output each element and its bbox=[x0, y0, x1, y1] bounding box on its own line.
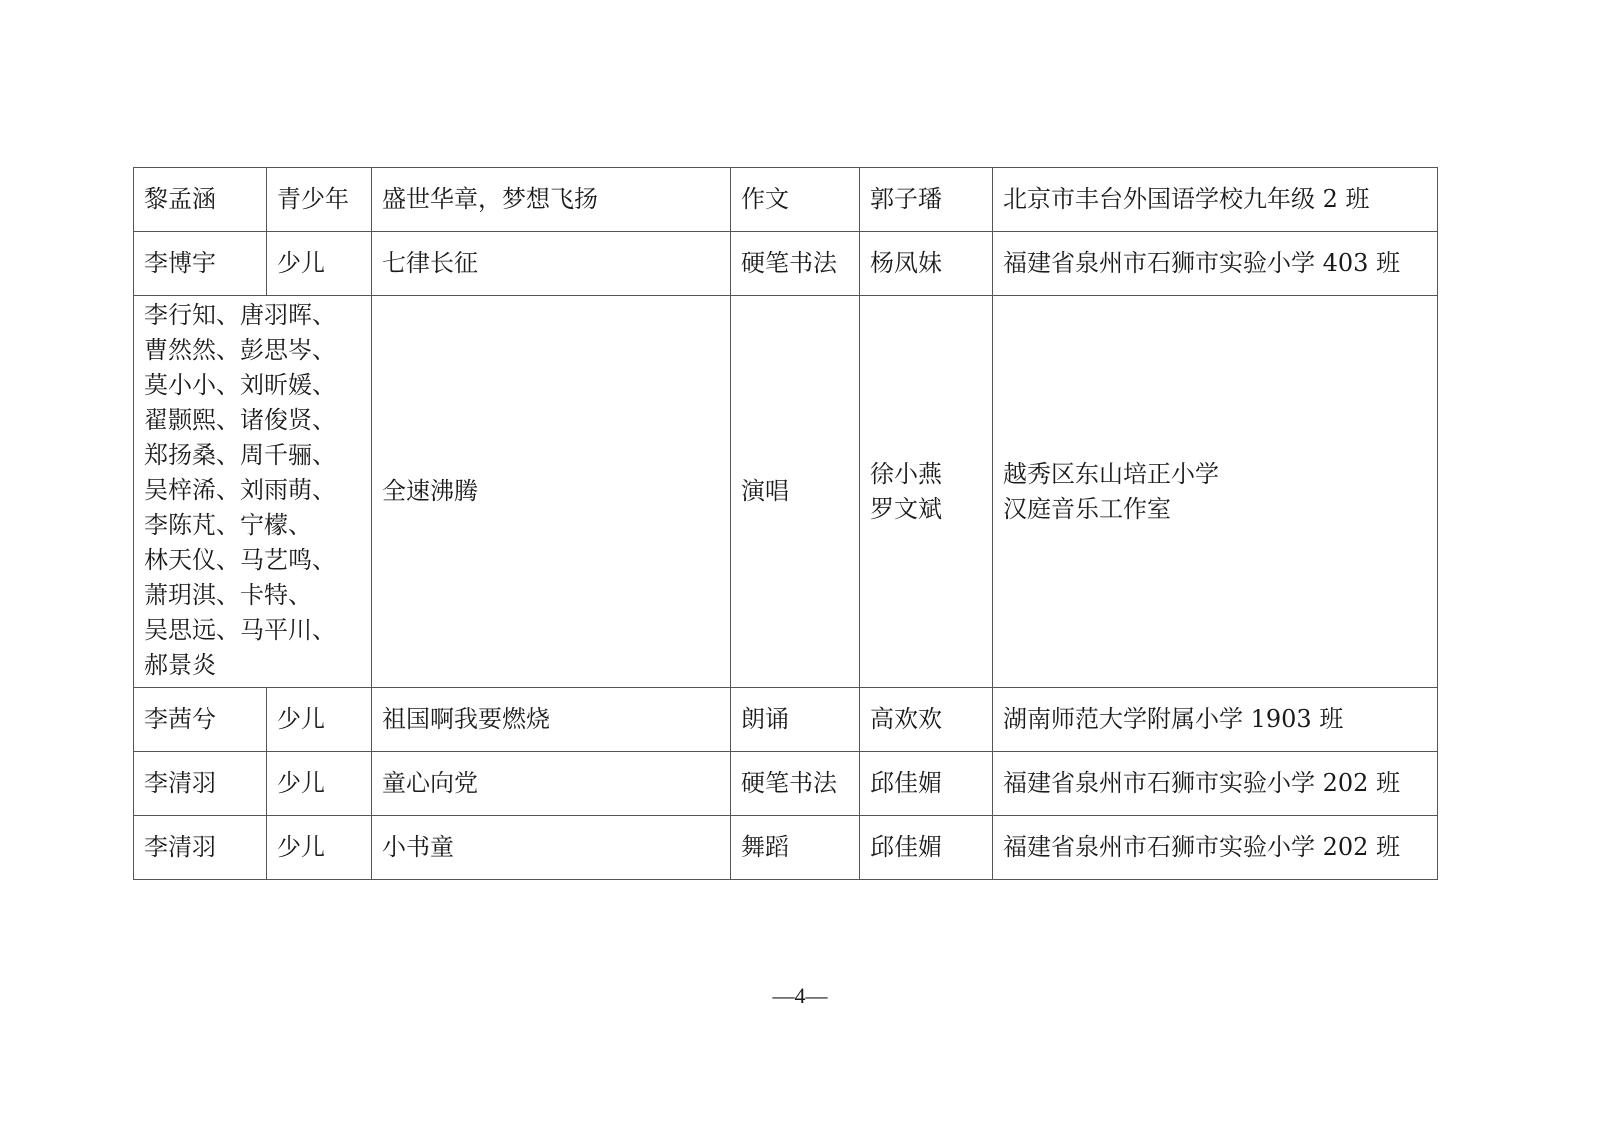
table-row bbox=[134, 232, 1438, 296]
name-cell: 李茜兮 bbox=[134, 688, 267, 752]
names-cell bbox=[134, 296, 372, 688]
school-cell: 湖南师范大学附属小学 1903 班 bbox=[993, 688, 1438, 752]
group-cell: 少儿 bbox=[267, 232, 372, 296]
teacher-cell: 高欢欢 bbox=[860, 688, 993, 752]
title-cell: 小书童 bbox=[372, 816, 731, 880]
name-line: 吴思远、马平川、 bbox=[144, 616, 336, 644]
name-line: 李陈芃、宁檬、 bbox=[144, 511, 312, 539]
school-cell: 福建省泉州市石狮市实验小学 202 班 bbox=[993, 816, 1438, 880]
name-line: 翟颢熙、诸俊贤、 bbox=[144, 406, 336, 434]
name-cell: 李博宇 bbox=[134, 232, 267, 296]
category-cell: 朗诵 bbox=[731, 688, 860, 752]
category-cell: 演唱 bbox=[731, 296, 860, 688]
group-cell: 少儿 bbox=[267, 688, 372, 752]
teacher-line: 徐小燕 bbox=[870, 459, 942, 488]
group-cell: 青少年 bbox=[267, 168, 372, 232]
category-cell: 作文 bbox=[731, 168, 860, 232]
name-cell: 李清羽 bbox=[134, 816, 267, 880]
name-line: 曹然然、彭思岑、 bbox=[144, 336, 336, 364]
category-cell: 舞蹈 bbox=[731, 816, 860, 880]
category-cell: 硬笔书法 bbox=[731, 232, 860, 296]
teacher-cell: 杨凤妹 bbox=[860, 232, 993, 296]
school-line: 汉庭音乐工作室 bbox=[1003, 494, 1171, 523]
title-cell: 祖国啊我要燃烧 bbox=[372, 688, 731, 752]
name-cell: 李清羽 bbox=[134, 752, 267, 816]
name-line: 萧玥淇、卡特、 bbox=[144, 581, 312, 609]
table-row bbox=[134, 816, 1438, 880]
name-line: 吴梓浠、刘雨萌、 bbox=[144, 476, 336, 504]
name-line: 郝景炎 bbox=[144, 651, 216, 679]
name-line: 李行知、唐羽晖、 bbox=[144, 301, 336, 329]
name-cell: 黎孟涵 bbox=[134, 168, 267, 232]
group-cell: 少儿 bbox=[267, 816, 372, 880]
school-line: 越秀区东山培正小学 bbox=[1003, 459, 1219, 488]
school-cell bbox=[993, 296, 1438, 688]
teacher-cell: 邱佳媚 bbox=[860, 816, 993, 880]
school-cell: 福建省泉州市石狮市实验小学 403 班 bbox=[993, 232, 1438, 296]
school-cell: 福建省泉州市石狮市实验小学 202 班 bbox=[993, 752, 1438, 816]
category-cell: 硬笔书法 bbox=[731, 752, 860, 816]
teacher-cell: 郭子璠 bbox=[860, 168, 993, 232]
school-cell: 北京市丰台外国语学校九年级 2 班 bbox=[993, 168, 1438, 232]
teacher-cell: 邱佳媚 bbox=[860, 752, 993, 816]
teacher-line: 罗文斌 bbox=[870, 494, 942, 523]
title-cell: 童心向党 bbox=[372, 752, 731, 816]
page-number: —4— bbox=[772, 983, 828, 1008]
name-line: 郑扬桑、周千骊、 bbox=[144, 441, 336, 469]
table-row bbox=[134, 168, 1438, 232]
table-row bbox=[134, 752, 1438, 816]
table-row bbox=[134, 688, 1438, 752]
table-row-group-performance bbox=[134, 296, 1438, 688]
title-cell: 全速沸腾 bbox=[372, 296, 731, 688]
group-cell: 少儿 bbox=[267, 752, 372, 816]
teacher-cell bbox=[860, 296, 993, 688]
roster-table bbox=[133, 167, 1438, 880]
title-cell: 盛世华章，梦想飞扬 bbox=[372, 168, 731, 232]
name-line: 莫小小、刘昕媛、 bbox=[144, 371, 336, 399]
name-line: 林天仪、马艺鸣、 bbox=[144, 546, 336, 574]
title-cell: 七律长征 bbox=[372, 232, 731, 296]
